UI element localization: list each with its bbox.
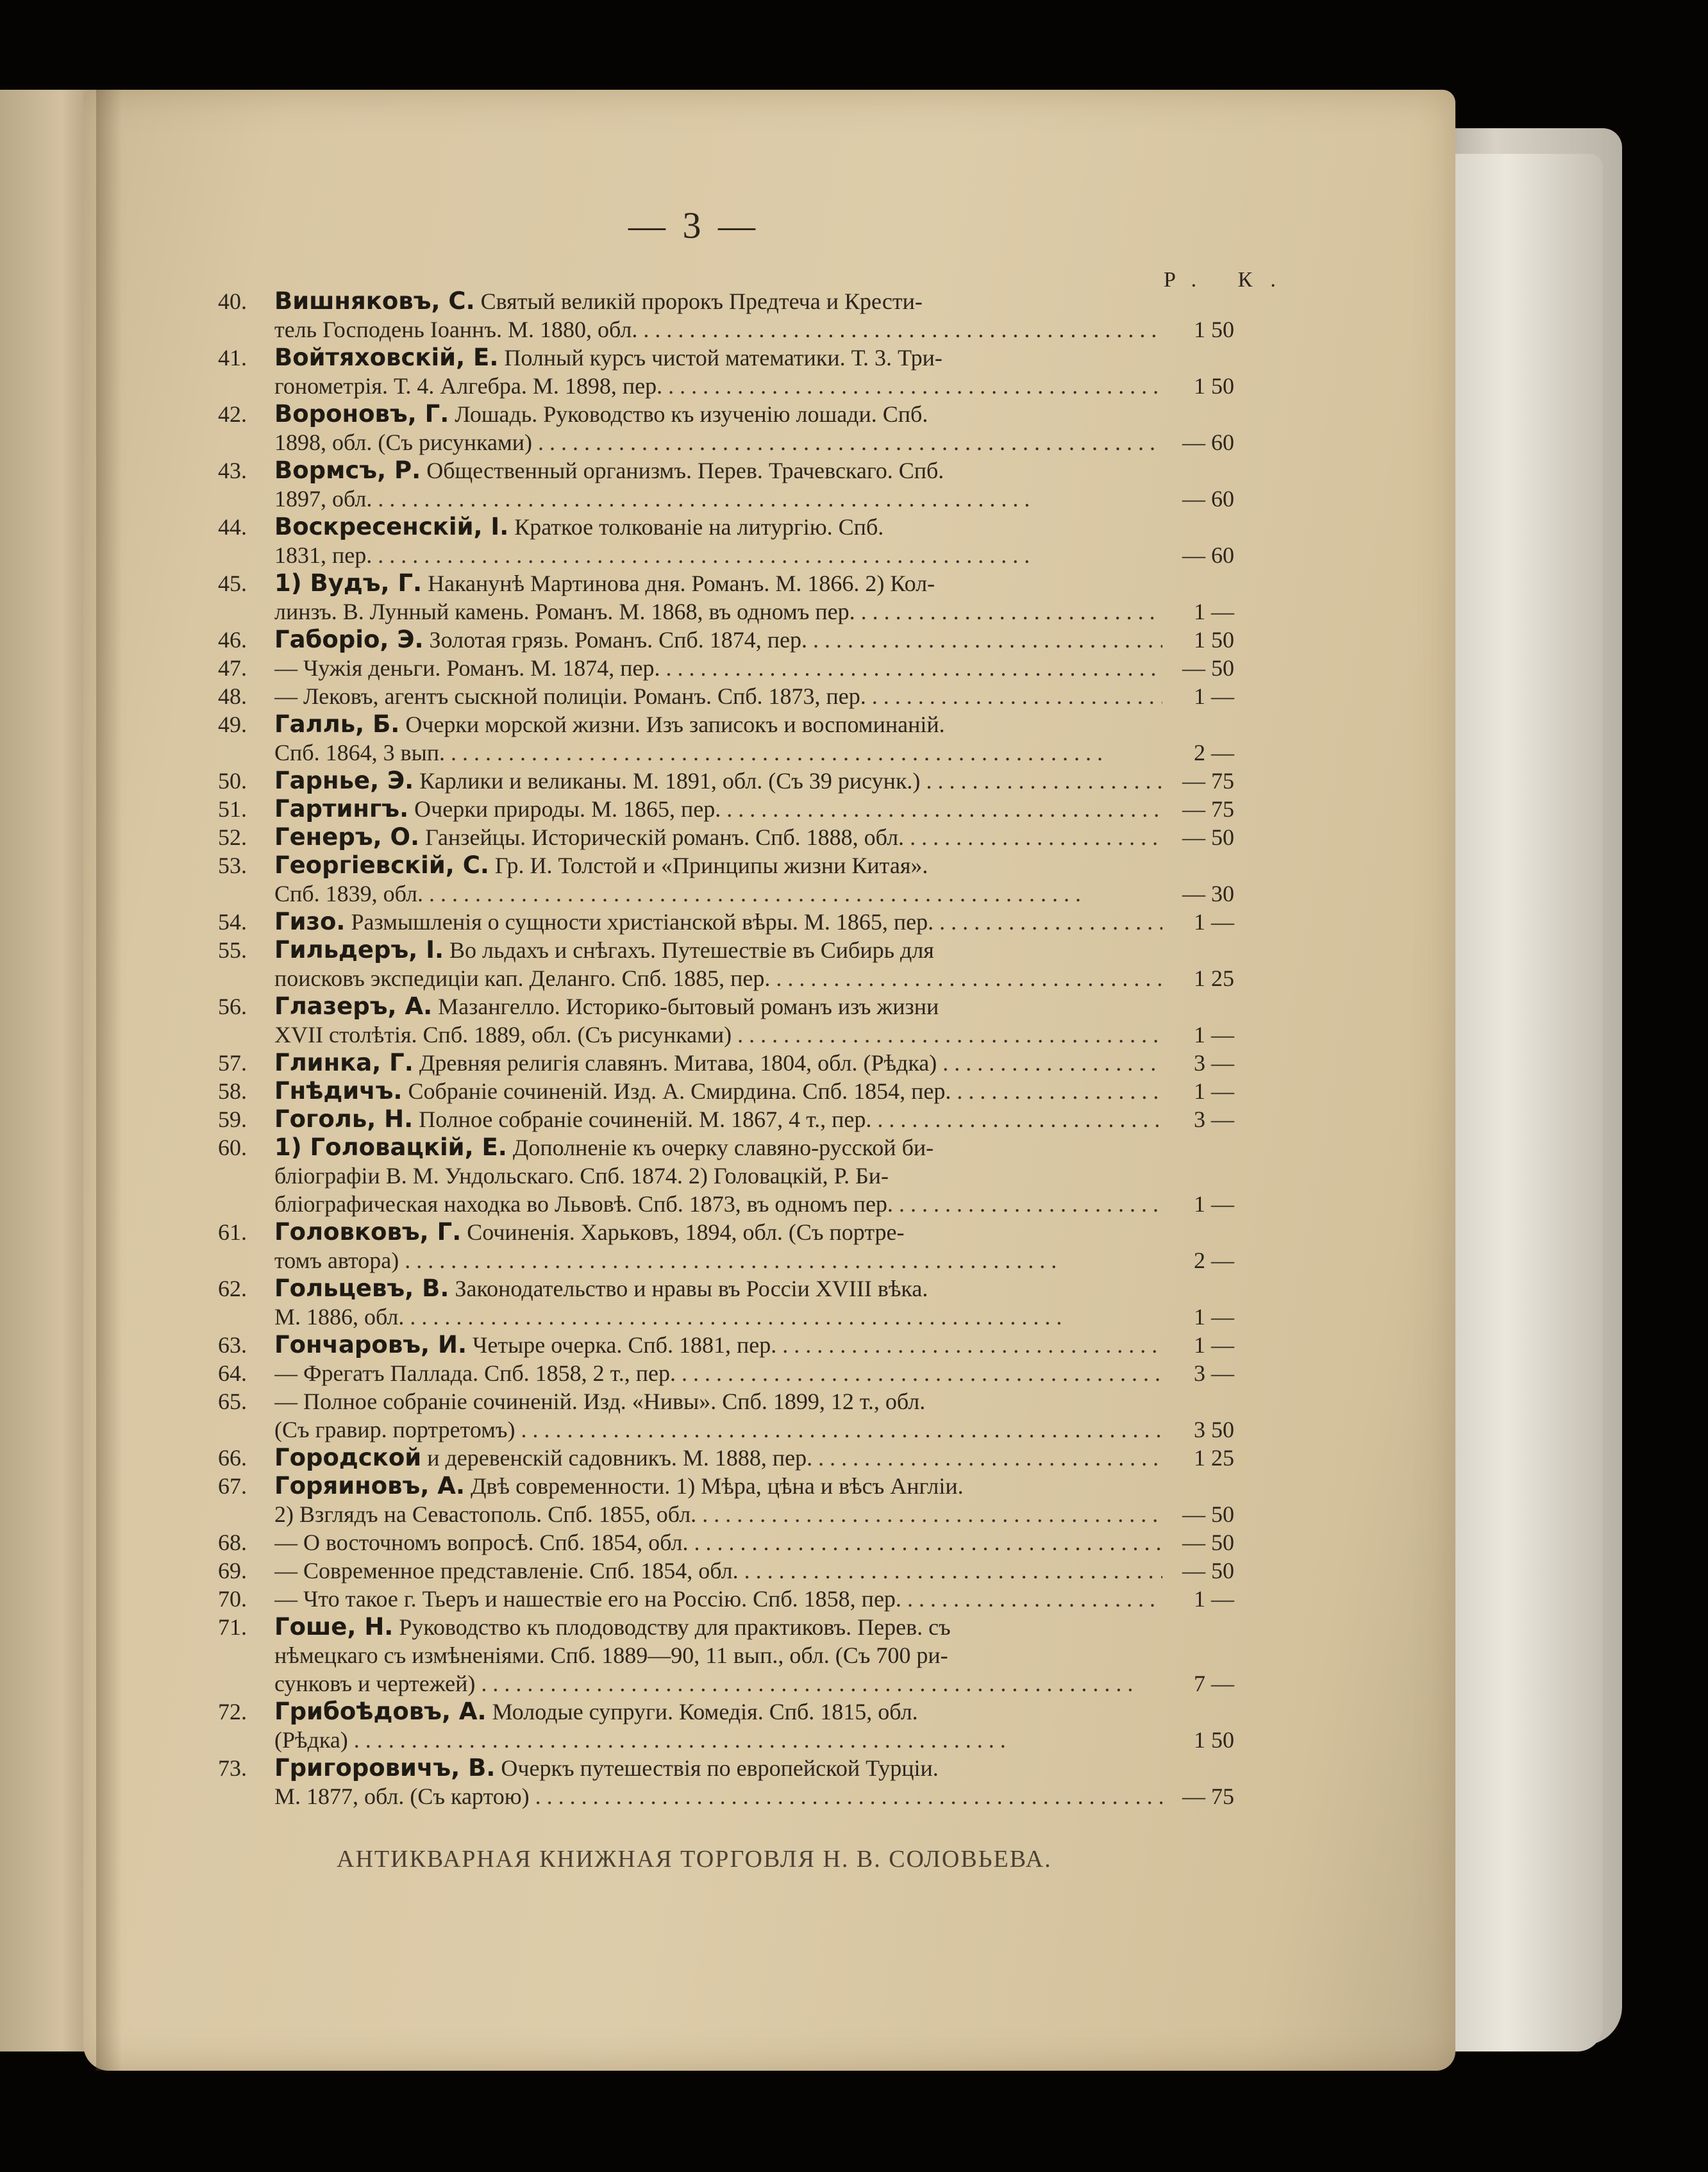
entry-text-line bbox=[274, 1613, 1162, 1641]
entry-description: 2) Взглядъ на Севастополь. Спб. 1855, обл. bbox=[274, 1501, 697, 1527]
entry-text-line bbox=[274, 964, 1162, 992]
entry-text-line bbox=[274, 287, 1162, 315]
catalog-entry bbox=[218, 1049, 1234, 1077]
catalog-entry bbox=[218, 767, 1234, 795]
entry-text-line bbox=[274, 1698, 1162, 1726]
entry-text-line bbox=[274, 541, 1162, 569]
entry-number: 56. bbox=[218, 994, 247, 1019]
catalog-entry bbox=[218, 1218, 1234, 1274]
entry-price: 1 50 bbox=[1194, 627, 1234, 653]
entry-description: Мазангелло. Историко-бытовый романъ изъ жизни bbox=[438, 994, 939, 1019]
entry-number: 40. bbox=[218, 288, 247, 314]
entry-number: 62. bbox=[218, 1276, 247, 1301]
entry-author: Габоріо, Э. bbox=[274, 626, 424, 653]
entry-number: 63. bbox=[218, 1332, 247, 1358]
catalog-entry bbox=[218, 795, 1234, 823]
entry-number: 45. bbox=[218, 571, 247, 596]
entry-price: 1 — bbox=[1194, 599, 1234, 624]
entry-price: 1 — bbox=[1194, 1332, 1234, 1358]
entry-text-line bbox=[274, 485, 1162, 513]
catalog-entry bbox=[218, 626, 1234, 654]
catalog-entry bbox=[218, 1444, 1234, 1472]
entry-text-line bbox=[274, 1500, 1162, 1528]
entry-description: Золотая грязь. Романъ. Спб. 1874, пер. bbox=[429, 627, 807, 653]
catalog-entry bbox=[218, 1359, 1234, 1387]
entry-author: Галль, Б. bbox=[274, 710, 400, 738]
entry-price: — 75 bbox=[1182, 768, 1234, 794]
entry-author: Гизо. bbox=[274, 908, 346, 935]
entry-price: — 50 bbox=[1182, 1558, 1234, 1583]
entry-text-line bbox=[274, 1274, 1162, 1303]
entry-text-line bbox=[274, 936, 1162, 964]
entry-author: Грибоѣдовъ, А. bbox=[274, 1698, 487, 1725]
entry-price: 1 — bbox=[1194, 1304, 1234, 1330]
entry-price: 1 — bbox=[1194, 683, 1234, 709]
entry-description: сунковъ и чертежей) bbox=[274, 1671, 476, 1696]
entry-text-line bbox=[274, 1105, 1162, 1133]
entry-text-line bbox=[274, 1754, 1162, 1782]
catalog-entry bbox=[218, 1698, 1234, 1754]
entry-description: 1831, пер. bbox=[274, 542, 373, 568]
entry-description: Очеркъ путешествія по европейской Турціи. bbox=[501, 1755, 939, 1781]
entry-text-line bbox=[274, 428, 1162, 456]
entry-number: 51. bbox=[218, 796, 247, 822]
entry-description: Наканунѣ Мартинова дня. Романъ. М. 1866. 2) Кол- bbox=[428, 571, 935, 596]
entry-price: 1 — bbox=[1194, 1022, 1234, 1048]
entry-price: — 60 bbox=[1182, 430, 1234, 455]
entry-number: 60. bbox=[218, 1135, 247, 1160]
entry-number: 46. bbox=[218, 627, 247, 653]
entry-text-line bbox=[274, 315, 1162, 344]
entry-number: 66. bbox=[218, 1445, 247, 1471]
catalog-entry bbox=[218, 1613, 1234, 1698]
entry-description: Во льдахъ и снѣгахъ. Путешествіе въ Сибирь для bbox=[449, 937, 934, 963]
entry-author: Григоровичъ, В. bbox=[274, 1754, 496, 1782]
entry-author: Гоголь, Н. bbox=[274, 1105, 414, 1133]
entry-description: Спб. 1839, обл. bbox=[274, 881, 423, 906]
entry-number: 50. bbox=[218, 768, 247, 794]
entry-description: — Фрегатъ Паллада. Спб. 1858, 2 т., пер. bbox=[274, 1360, 676, 1386]
entry-price: — 30 bbox=[1182, 881, 1234, 906]
entry-description: и деревенскій садовникъ. М. 1888, пер. bbox=[427, 1445, 813, 1471]
catalog-entry bbox=[218, 1331, 1234, 1359]
entry-description: — Современное представленіе. Спб. 1854, обл. bbox=[274, 1558, 739, 1583]
entry-author: Войтяховскій, Е. bbox=[274, 344, 499, 371]
entry-number: 47. bbox=[218, 655, 247, 681]
entry-price: — 60 bbox=[1182, 542, 1234, 568]
entry-text-line bbox=[274, 1049, 1162, 1077]
entry-price: 1 — bbox=[1194, 1078, 1234, 1104]
entry-text-line bbox=[274, 1782, 1162, 1810]
entry-number: 58. bbox=[218, 1078, 247, 1104]
catalog-entry bbox=[218, 1585, 1234, 1613]
entry-text-line bbox=[274, 795, 1162, 823]
entry-number: 71. bbox=[218, 1614, 247, 1640]
entry-text-line bbox=[274, 569, 1162, 597]
entry-author: 1) Вудъ, Г. bbox=[274, 569, 423, 597]
catalog-entry bbox=[218, 1754, 1234, 1810]
entry-price: 3 — bbox=[1194, 1050, 1234, 1076]
entry-description: поисковъ экспедиціи кап. Деланго. Спб. 1885, пер. bbox=[274, 965, 771, 991]
catalog-entry bbox=[218, 1105, 1234, 1133]
entry-price: — 75 bbox=[1182, 796, 1234, 822]
entry-author: Вормсъ, Р. bbox=[274, 456, 421, 484]
entry-description: Общественный организмъ. Перев. Трачевскаго. Спб. bbox=[426, 458, 944, 483]
entry-description: Святый великій пророкъ Предтеча и Крести- bbox=[480, 288, 923, 314]
catalog-entry bbox=[218, 456, 1234, 513]
entry-author: Гоше, Н. bbox=[274, 1613, 394, 1641]
entry-number: 69. bbox=[218, 1558, 247, 1583]
entry-text-line bbox=[274, 992, 1162, 1021]
entry-description: Спб. 1864, 3 вып. bbox=[274, 740, 446, 765]
entry-author: Воскресенскій, І. bbox=[274, 513, 509, 540]
catalog-entry bbox=[218, 1274, 1234, 1331]
entry-author: Гнѣдичъ. bbox=[274, 1077, 403, 1105]
entry-price: 3 — bbox=[1194, 1107, 1234, 1132]
entry-description: — О восточномъ вопросѣ. Спб. 1854, обл. bbox=[274, 1530, 689, 1555]
entry-description: (Съ гравир. портретомъ) bbox=[274, 1417, 515, 1442]
catalog-entry bbox=[218, 654, 1234, 682]
entry-author: 1) Головацкій, Е. bbox=[274, 1133, 507, 1161]
entry-description: бліографіи В. М. Ундольскаго. Спб. 1874. 2) Головацкій, Р. Би- bbox=[274, 1163, 889, 1189]
entry-number: 67. bbox=[218, 1473, 247, 1499]
catalog-entry bbox=[218, 992, 1234, 1049]
entry-description: Двѣ современности. 1) Мѣра, цѣна и вѣсъ Англіи. bbox=[471, 1473, 964, 1499]
binding-gutter bbox=[96, 90, 122, 2071]
entry-text-line bbox=[274, 400, 1162, 428]
entry-price: 1 — bbox=[1194, 1586, 1234, 1612]
entry-text-line bbox=[274, 597, 1162, 626]
entry-number: 68. bbox=[218, 1530, 247, 1555]
entry-author: Гарнье, Э. bbox=[274, 767, 414, 794]
entry-description: Размышленія о сущности христіанской вѣры. М. 1865, пер. bbox=[351, 909, 934, 935]
entry-number: 64. bbox=[218, 1360, 247, 1386]
entry-price: 1 — bbox=[1194, 909, 1234, 935]
entry-description: М. 1877, обл. (Съ картою) bbox=[274, 1784, 530, 1809]
entry-price: — 50 bbox=[1182, 824, 1234, 850]
catalog-entry bbox=[218, 936, 1234, 992]
entry-number: 53. bbox=[218, 853, 247, 878]
catalog-entry bbox=[218, 344, 1234, 400]
entry-price: — 50 bbox=[1182, 655, 1234, 681]
catalog-entries-list bbox=[218, 287, 1234, 1810]
entry-text-line bbox=[274, 1077, 1162, 1105]
entry-description: Дополненіе къ очерку славяно-русской би- bbox=[512, 1135, 934, 1160]
entry-number: 49. bbox=[218, 712, 247, 737]
entry-text-line bbox=[274, 908, 1162, 936]
entry-price: — 50 bbox=[1182, 1501, 1234, 1527]
entry-description: Законодательство и нравы въ Россіи XVIII вѣка. bbox=[455, 1276, 928, 1301]
catalog-entry bbox=[218, 710, 1234, 767]
entry-number: 59. bbox=[218, 1107, 247, 1132]
entry-text-line bbox=[274, 880, 1162, 908]
entry-number: 72. bbox=[218, 1699, 247, 1725]
entry-text-line bbox=[274, 654, 1162, 682]
entry-description: Гр. И. Толстой и «Принципы жизни Китая». bbox=[494, 853, 928, 878]
entry-price: 3 50 bbox=[1194, 1417, 1234, 1442]
entry-text-line bbox=[274, 1331, 1162, 1359]
entry-number: 55. bbox=[218, 937, 247, 963]
entry-text-line bbox=[274, 682, 1162, 710]
catalog-entry bbox=[218, 851, 1234, 908]
entry-text-line bbox=[274, 1021, 1162, 1049]
entry-text-line bbox=[274, 456, 1162, 485]
catalog-entry bbox=[218, 823, 1234, 851]
entry-description: Полный курсъ чистой математики. Т. 3. Три- bbox=[504, 345, 942, 371]
entry-text-line bbox=[274, 626, 1162, 654]
entry-text-line bbox=[274, 1726, 1162, 1754]
entry-number: 41. bbox=[218, 345, 247, 371]
entry-text-line bbox=[274, 1218, 1162, 1246]
entry-text-line bbox=[274, 1472, 1162, 1500]
entry-text-line bbox=[274, 344, 1162, 372]
entry-number: 48. bbox=[218, 683, 247, 709]
catalog-entry bbox=[218, 513, 1234, 569]
entry-number: 65. bbox=[218, 1389, 247, 1414]
entry-author: Головковъ, Г. bbox=[274, 1218, 462, 1246]
entry-number: 42. bbox=[218, 401, 247, 427]
entry-description: Собраніе сочиненій. Изд. А. Смирдина. Спб. 1854, пер. bbox=[408, 1078, 951, 1104]
entry-description: Краткое толкованіе на литургію. Спб. bbox=[514, 514, 884, 540]
entry-price: 2 — bbox=[1194, 740, 1234, 765]
entry-author: Глинка, Г. bbox=[274, 1049, 414, 1076]
entry-price: 1 25 bbox=[1194, 965, 1234, 991]
entry-author: Георгіевскій, С. bbox=[274, 851, 489, 879]
entry-author: Горяиновъ, А. bbox=[274, 1472, 465, 1500]
entry-author: Вишняковъ, С. bbox=[274, 287, 475, 315]
entry-number: 43. bbox=[218, 458, 247, 483]
entry-text-line bbox=[274, 823, 1162, 851]
entry-text-line bbox=[274, 1246, 1162, 1274]
entry-text-line bbox=[274, 372, 1162, 400]
catalog-entry bbox=[218, 1133, 1234, 1218]
entry-price: 3 — bbox=[1194, 1360, 1234, 1386]
entry-description: 1897, обл. bbox=[274, 486, 373, 512]
entry-author: Генеръ, О. bbox=[274, 823, 420, 851]
publisher-footer: АНТИКВАРНАЯ КНИЖНАЯ ТОРГОВЛЯ Н. В. СОЛОВЬЕВА. bbox=[337, 1846, 1052, 1873]
catalog-entry bbox=[218, 1077, 1234, 1105]
catalog-entry bbox=[218, 908, 1234, 936]
entry-price: — 75 bbox=[1182, 1784, 1234, 1809]
entry-description: бліографическая находка во Львовѣ. Спб. 1873, въ одномъ пер. bbox=[274, 1191, 893, 1217]
entry-price: — 50 bbox=[1182, 1530, 1234, 1555]
entry-description: Карлики и великаны. М. 1891, обл. (Съ 39 рисунк.) bbox=[419, 768, 921, 794]
entry-text-line bbox=[274, 851, 1162, 880]
entry-text-line bbox=[274, 1387, 1162, 1416]
entry-number: 61. bbox=[218, 1219, 247, 1245]
catalog-entry bbox=[218, 1557, 1234, 1585]
entry-text-line bbox=[274, 513, 1162, 541]
catalog-entry bbox=[218, 287, 1234, 344]
entry-number: 52. bbox=[218, 824, 247, 850]
entry-number: 73. bbox=[218, 1755, 247, 1781]
entry-price: 2 — bbox=[1194, 1248, 1234, 1273]
entry-number: 54. bbox=[218, 909, 247, 935]
entry-price: 1 50 bbox=[1194, 1727, 1234, 1753]
entry-text-line bbox=[274, 739, 1162, 767]
entry-text-line bbox=[274, 767, 1162, 795]
entry-description: — Полное собраніе сочиненій. Изд. «Нивы». Спб. 1899, 12 т., обл. bbox=[274, 1389, 926, 1414]
entry-description: Лошадь. Руководство къ изученію лошади. Спб. bbox=[455, 401, 928, 427]
entry-description: Древняя религія славянъ. Митава, 1804, обл. (Рѣдка) bbox=[419, 1050, 937, 1076]
entry-description: — Лековъ, агентъ сыскной полиціи. Романъ. Спб. 1873, пер. bbox=[274, 683, 866, 709]
entry-author: Гильдеръ, І. bbox=[274, 936, 444, 964]
catalog-entry bbox=[218, 1472, 1234, 1528]
page-number: — 3 — bbox=[628, 205, 759, 246]
entry-text-line bbox=[274, 1162, 1162, 1190]
currency-column-header: Р. К. bbox=[1164, 268, 1294, 292]
entry-description: линзъ. В. Лунный камень. Романъ. М. 1868, въ одномъ пер. bbox=[274, 599, 855, 624]
entry-text-line bbox=[274, 1190, 1162, 1218]
entry-author: Гольцевъ, В. bbox=[274, 1274, 449, 1302]
entry-text-line bbox=[274, 1669, 1162, 1698]
entry-text-line bbox=[274, 1359, 1162, 1387]
entry-description: Очерки природы. М. 1865, пер. bbox=[414, 796, 721, 822]
entry-description: Очерки морской жизни. Изъ записокъ и воспоминаній. bbox=[405, 712, 945, 737]
entry-description: тель Господень Іоаннъ. М. 1880, обл. bbox=[274, 317, 638, 342]
entry-description: XVII столѣтія. Спб. 1889, обл. (Съ рисунками) bbox=[274, 1022, 732, 1048]
entry-price: 1 25 bbox=[1194, 1445, 1234, 1471]
entry-author: Гончаровъ, И. bbox=[274, 1331, 467, 1358]
entry-description: Сочиненія. Харьковъ, 1894, обл. (Съ портре- bbox=[467, 1219, 905, 1245]
entry-description: Руководство къ плодоводству для практиковъ. Перев. съ bbox=[399, 1614, 951, 1640]
entry-description: Полное собраніе сочиненій. М. 1867, 4 т., пер. bbox=[419, 1107, 872, 1132]
entry-number: 70. bbox=[218, 1586, 247, 1612]
entry-text-line bbox=[274, 1133, 1162, 1162]
entry-description: Четыре очерка. Спб. 1881, пер. bbox=[473, 1332, 777, 1358]
entry-price: 7 — bbox=[1194, 1671, 1234, 1696]
catalog-entry bbox=[218, 682, 1234, 710]
entry-description: — Что такое г. Тьеръ и нашествіе его на Россію. Спб. 1858, пер. bbox=[274, 1586, 901, 1612]
entry-price: — 60 bbox=[1182, 486, 1234, 512]
entry-description: (Рѣдка) bbox=[274, 1727, 348, 1753]
entry-description: томъ автора) bbox=[274, 1248, 399, 1273]
catalog-entry bbox=[218, 569, 1234, 626]
entry-description: — Чужія деньги. Романъ. М. 1874, пер. bbox=[274, 655, 660, 681]
entry-text-line bbox=[274, 1641, 1162, 1669]
entry-text-line bbox=[274, 1416, 1162, 1444]
entry-number: 57. bbox=[218, 1050, 247, 1076]
entry-description: 1898, обл. (Съ рисунками) bbox=[274, 430, 532, 455]
entry-text-line bbox=[274, 1557, 1162, 1585]
entry-number: 44. bbox=[218, 514, 247, 540]
catalog-entry bbox=[218, 400, 1234, 456]
entry-price: 1 — bbox=[1194, 1191, 1234, 1217]
entry-author: Городской bbox=[274, 1444, 422, 1471]
entry-text-line bbox=[274, 1585, 1162, 1613]
entry-text-line bbox=[274, 1528, 1162, 1557]
entry-text-line bbox=[274, 1444, 1162, 1472]
entry-description: М. 1886, обл. bbox=[274, 1304, 405, 1330]
entry-author: Глазеръ, А. bbox=[274, 992, 433, 1020]
entry-price: 1 50 bbox=[1194, 373, 1234, 399]
catalog-entry bbox=[218, 1528, 1234, 1557]
entry-description: Ганзейцы. Историческій романъ. Спб. 1888, обл. bbox=[425, 824, 905, 850]
entry-description: гонометрія. Т. 4. Алгебра. М. 1898, пер. bbox=[274, 373, 663, 399]
catalog-entry bbox=[218, 1387, 1234, 1444]
entry-author: Гартингъ. bbox=[274, 795, 409, 823]
entry-text-line bbox=[274, 710, 1162, 739]
entry-text-line bbox=[274, 1303, 1162, 1331]
entry-description: нѣмецкаго съ измѣненіями. Спб. 1889—90, 11 вып., обл. (Съ 700 ри- bbox=[274, 1642, 948, 1668]
entry-price: 1 50 bbox=[1194, 317, 1234, 342]
entry-description: Молодые супруги. Комедія. Спб. 1815, обл. bbox=[492, 1699, 918, 1725]
entry-author: Вороновъ, Г. bbox=[274, 400, 449, 428]
